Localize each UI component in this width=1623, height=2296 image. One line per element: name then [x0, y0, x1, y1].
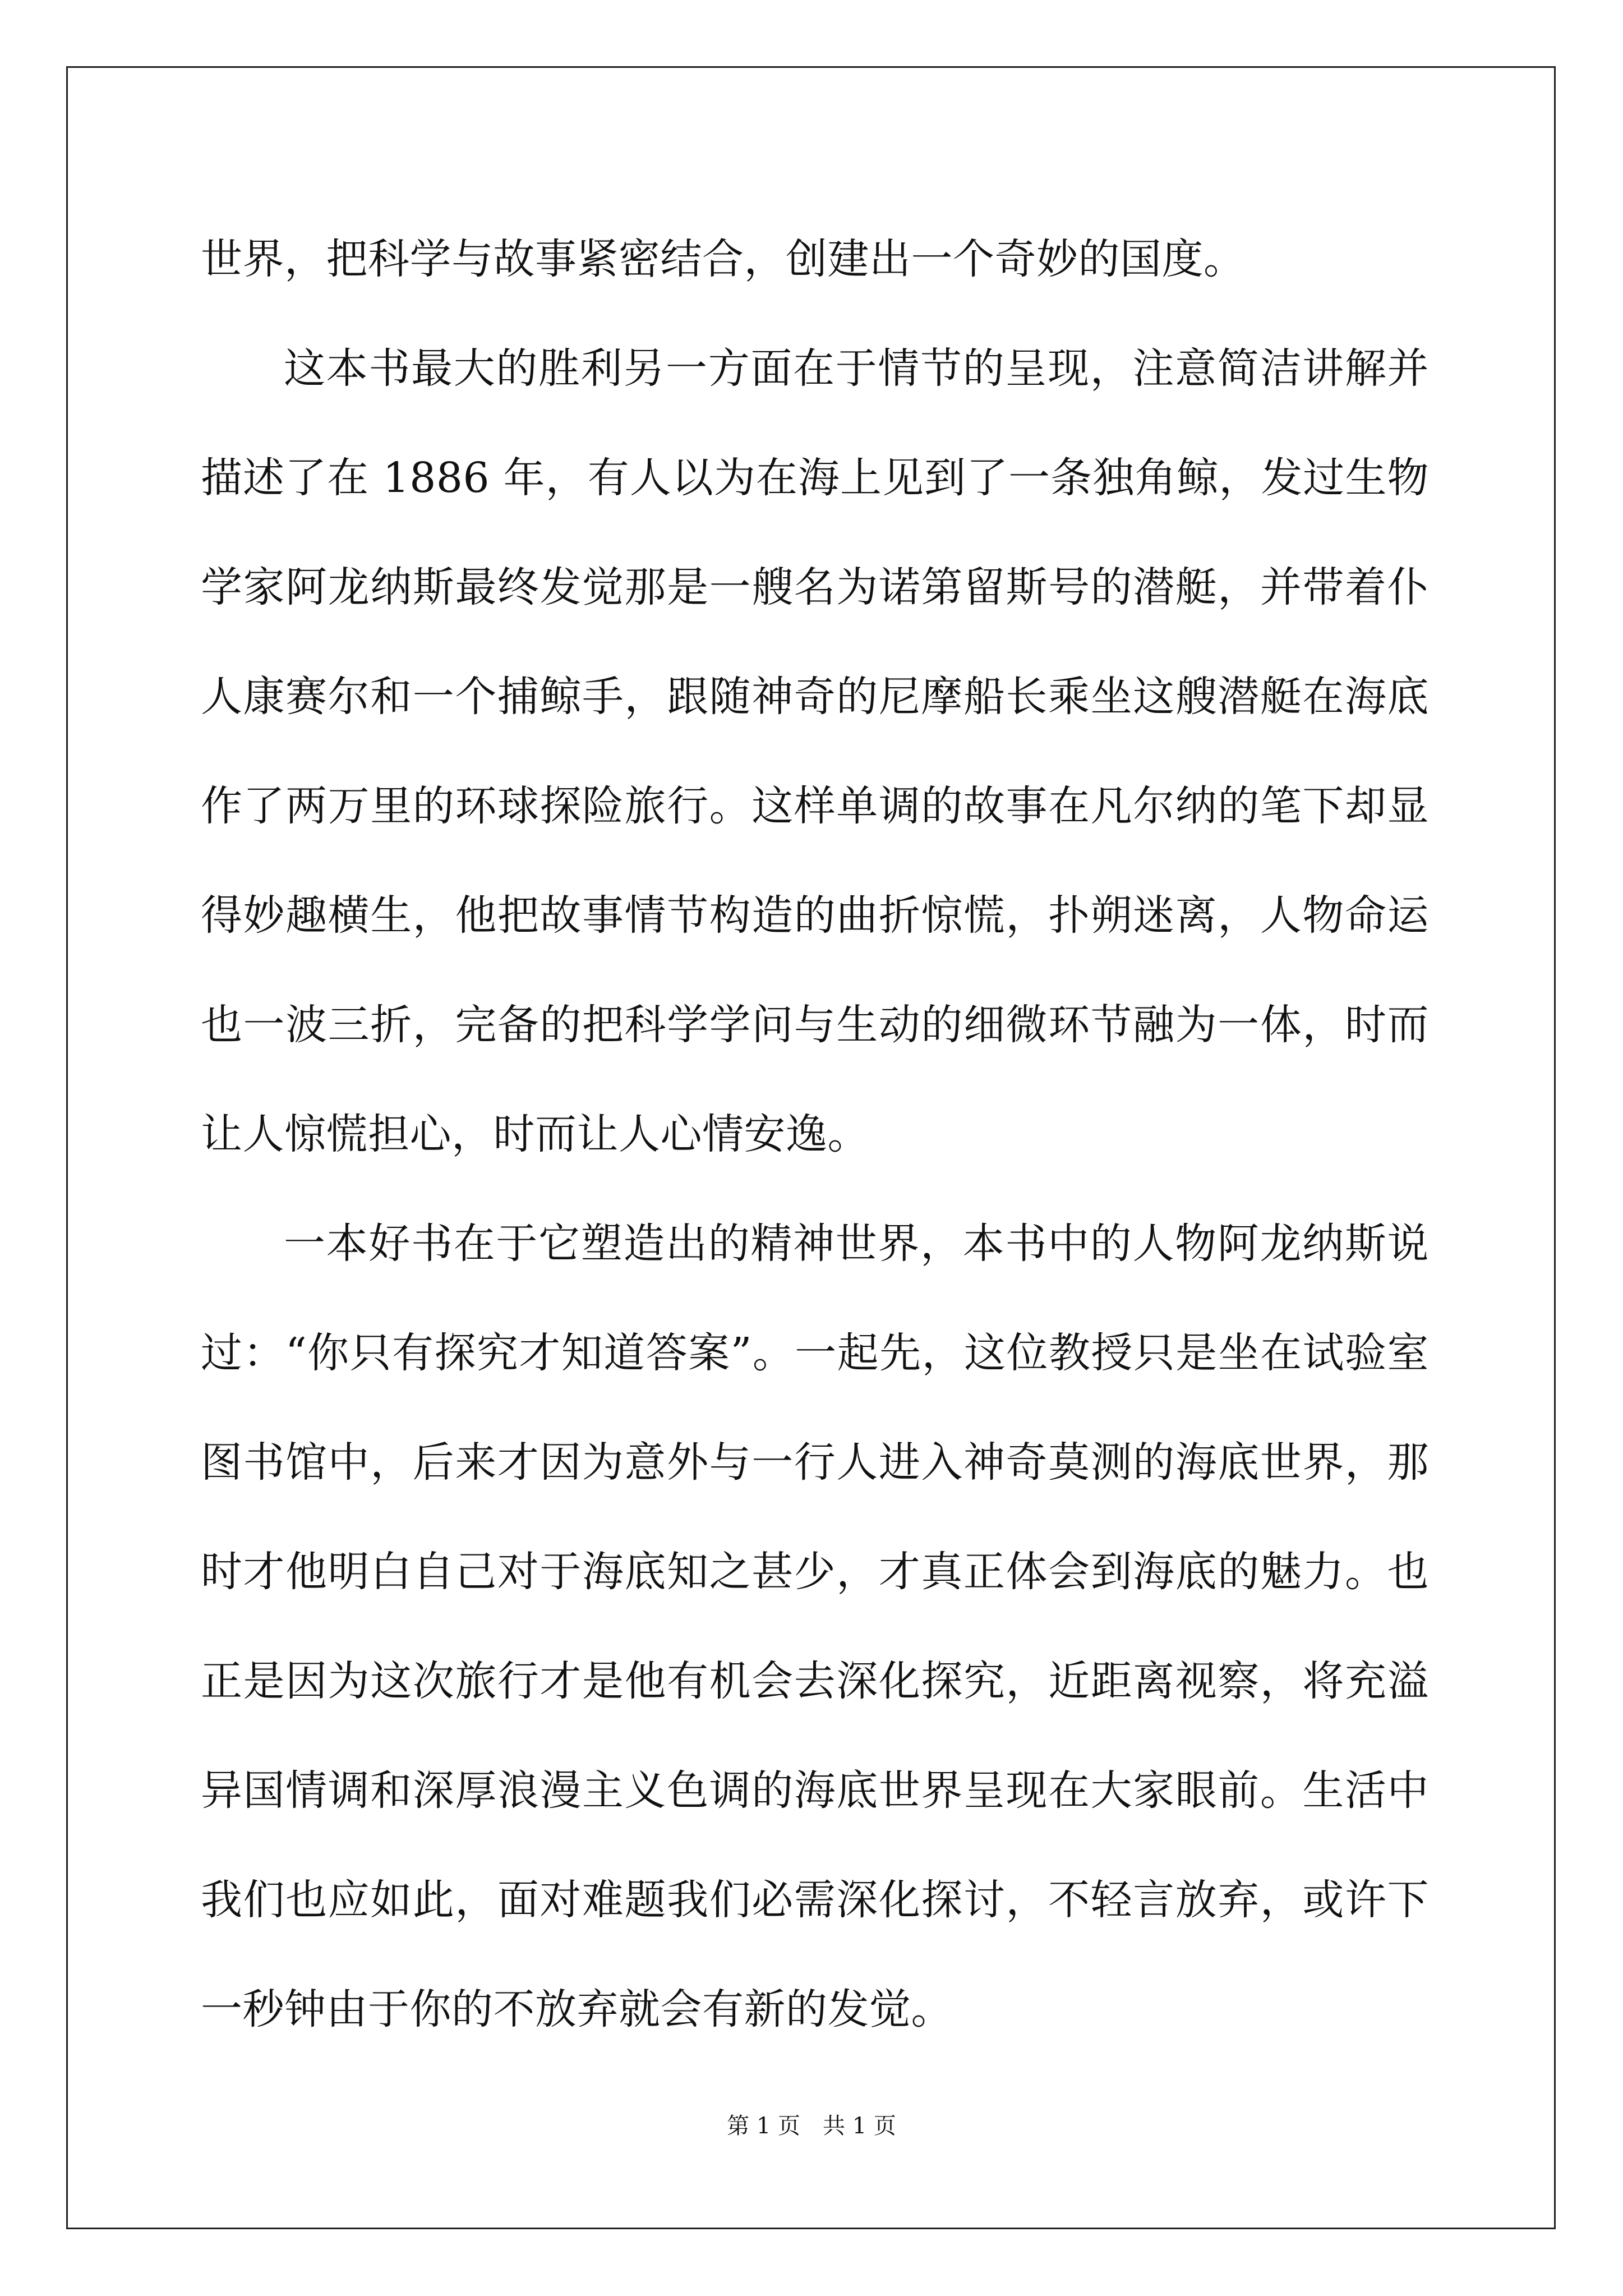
page-footer: 第 1 页 共 1 页 — [727, 2113, 896, 2139]
document-body — [201, 205, 1429, 2064]
paragraph-plot: 这本书最大的胜利另一方面在于情节的呈现，注意简洁讲解并描述了在 1886 年，有人以为在海上见到了一条独角鲸，发过生物学家阿龙纳斯最终发觉那是一艘名为诺第留斯号的潜艇，并带着仆人康赛尔和一个捕鲸手，跟随神奇的尼摩船长乘坐这艘潜艇在海底作了两万里的环球探险旅行。这样单调的故事在凡尔纳的笔下却显得妙趣横生，他把故事情节构造的曲折惊慌，扑朔迷离，人物命运也一波三折，完备的把科学学问与生动的细微环节融为一体，时而让人惊慌担心，时而让人心情安逸。 — [201, 344, 1429, 1158]
paragraph-reflection: 一本好书在于它塑造出的精神世界，本书中的人物阿龙纳斯说过：“你只有探究才知道答案”。一起先，这位教授只是坐在试验室图书馆中，后来才因为意外与一行人进入神奇莫测的海底世界，那时才他明白自己对于海底知之甚少，才真正体会到海底的魅力。也正是因为这次旅行才是他有机会去深化探究，近距离视察，将充溢异国情调和深厚浪漫主义色调的海底世界呈现在大家眼前。生活中我们也应如此，面对难题我们必需深化探讨，不轻言放弃，或许下一秒钟由于你的不放弃就会有新的发觉。 — [201, 1220, 1429, 2033]
paragraph-continuation: 世界，把科学与故事紧密结合，创建出一个奇妙的国度。 — [201, 235, 1246, 283]
